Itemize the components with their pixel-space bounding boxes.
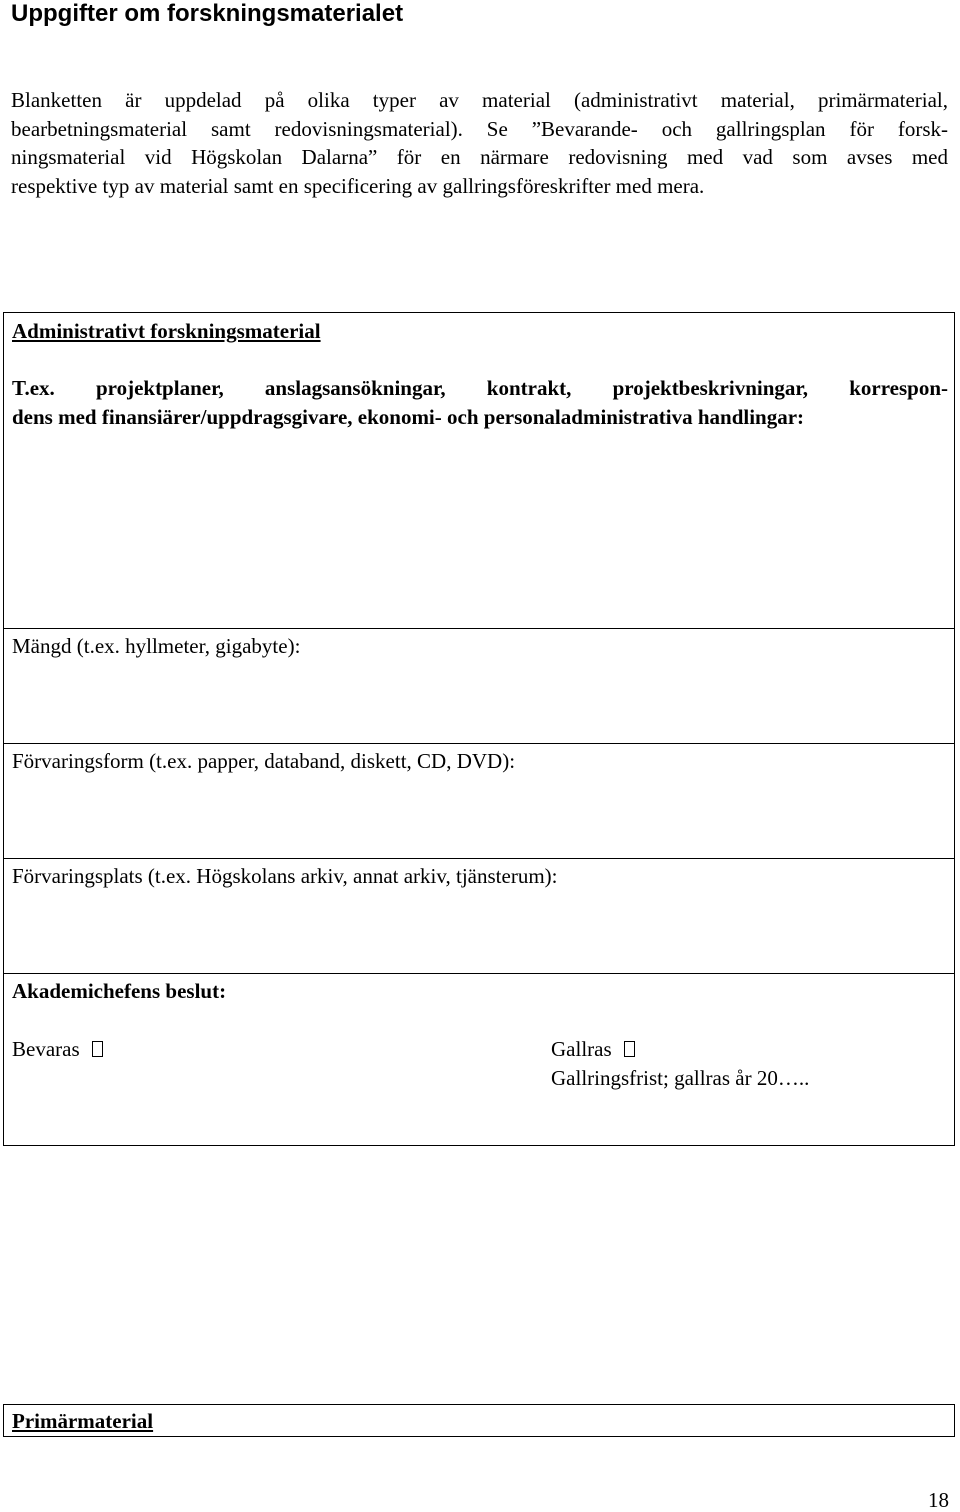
- discard-checkbox[interactable]: [624, 1041, 635, 1057]
- intro-paragraph: [11, 86, 948, 200]
- storage-form-label: Förvaringsform (t.ex. papper, databand, diskett, CD, DVD):: [12, 749, 516, 773]
- keep-label: Bevaras: [12, 1037, 80, 1061]
- intro-line: ningsmaterial vid Högskolan Dalarna” för en närmare redovisning med vad som avses med: [11, 145, 948, 169]
- admin-material-form: [3, 312, 955, 1146]
- decision-title: Akademichefens beslut:: [12, 979, 227, 1003]
- intro-line: bearbetningsmaterial samt redovisningsmaterial). Se ”Bevarande- och gallringsplan för forsk-: [11, 116, 948, 141]
- primary-material-form: [3, 1404, 955, 1437]
- storage-place-label: Förvaringsplats (t.ex. Högskolans arkiv, annat arkiv, tjänsterum):: [12, 864, 558, 888]
- admin-description-section[interactable]: [4, 313, 954, 629]
- amount-label: Mängd (t.ex. hyllmeter, gigabyte):: [12, 634, 301, 658]
- decision-section: [4, 974, 954, 1144]
- admin-examples-line: T.ex. projektplaner, anslagsansökningar, kontrakt, projektbeskrivningar, korrespon-: [12, 376, 948, 400]
- discard-deadline: Gallringsfrist; gallras år 20…..: [551, 1066, 810, 1090]
- discard-option[interactable]: [551, 1035, 635, 1063]
- storage-form-field[interactable]: [4, 744, 954, 859]
- admin-examples-line: dens med finansiärer/uppdragsgivare, ekonomi- och personaladministrativa handlingar:: [12, 404, 805, 429]
- admin-examples: [12, 374, 948, 431]
- keep-checkbox[interactable]: [92, 1041, 103, 1057]
- intro-line: Blanketten är uppdelad på olika typer av material (administrativt material, primärmaterial,: [11, 88, 948, 112]
- keep-option[interactable]: [12, 1035, 103, 1063]
- admin-section-title: Administrativt forskningsmaterial: [12, 319, 321, 343]
- page-heading: Uppgifter om forskningsmaterialet: [11, 0, 404, 27]
- page-number: 18: [928, 1488, 949, 1512]
- discard-label: Gallras: [551, 1037, 612, 1061]
- storage-place-field[interactable]: [4, 859, 954, 974]
- primary-section-title: Primärmaterial: [12, 1409, 154, 1433]
- amount-field[interactable]: [4, 629, 954, 744]
- intro-line: respektive typ av material samt en specificering av gallringsföreskrifter med mera.: [11, 173, 705, 198]
